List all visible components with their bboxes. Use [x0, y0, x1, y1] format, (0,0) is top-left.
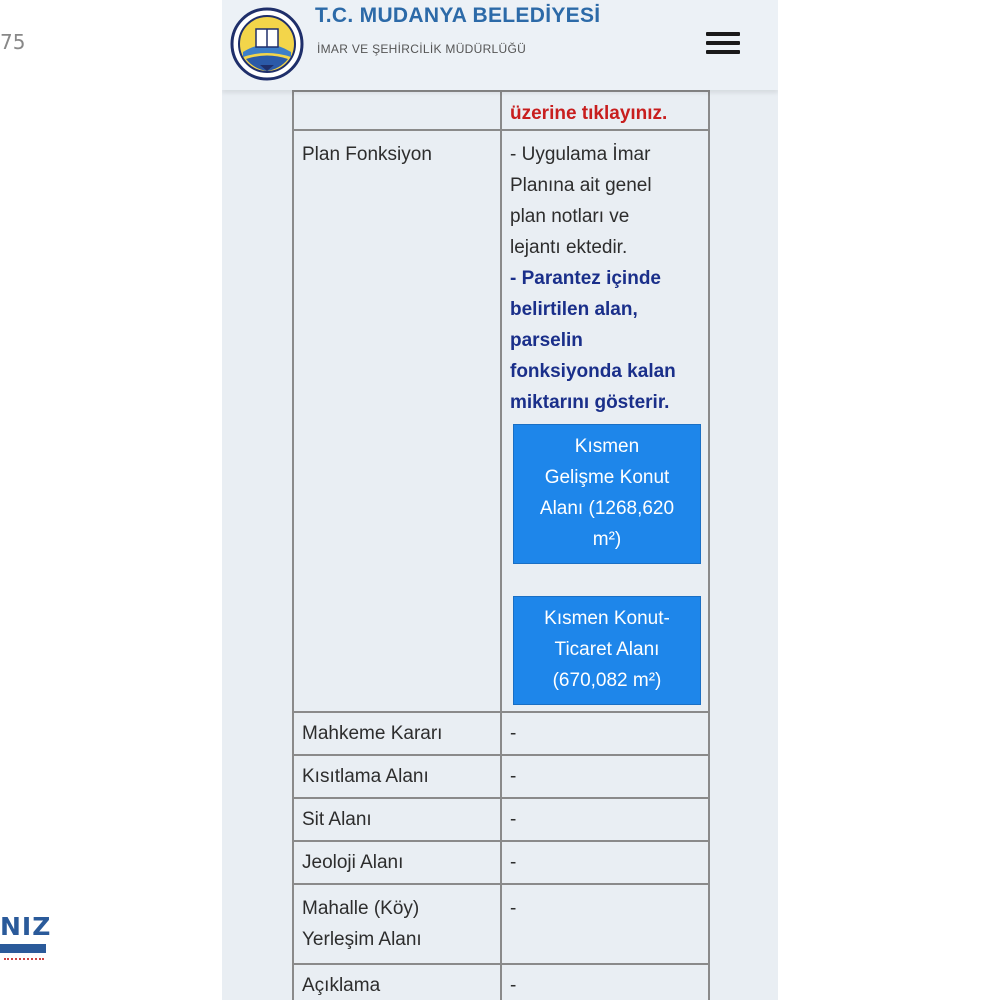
side-logo-bar: [0, 944, 46, 953]
note-line: belirtilen alan,: [510, 299, 638, 320]
row-value: -: [501, 884, 709, 964]
note-line: Planına ait genel: [510, 175, 652, 196]
table-row: [293, 884, 709, 964]
table-cell: [501, 91, 709, 130]
plan-note-general: [510, 139, 700, 263]
table-row: [293, 712, 709, 755]
button-line: Gelişme Konut: [544, 467, 670, 488]
row-label: Kısıtlama Alanı: [293, 755, 501, 798]
button-line: (670,082 m²): [552, 670, 662, 691]
menu-line: [706, 50, 740, 54]
label-line: Yerleşim Alanı: [302, 929, 422, 950]
button-line: m²): [592, 529, 622, 550]
row-label: Mahkeme Kararı: [293, 712, 501, 755]
table-row: [293, 755, 709, 798]
row-value: -: [501, 712, 709, 755]
note-line: - Parantez içinde: [510, 268, 661, 289]
row-label: Sit Alanı: [293, 798, 501, 841]
note-line: - Uygulama İmar: [510, 144, 651, 165]
municipality-emblem-icon[interactable]: [230, 7, 304, 81]
note-line: parselin: [510, 330, 583, 351]
plan-note-area: [510, 263, 700, 418]
table-row: [293, 91, 709, 130]
menu-line: [706, 32, 740, 36]
menu-line: [706, 41, 740, 45]
table-row: [293, 964, 709, 1000]
function-button-konut-ticaret[interactable]: [513, 596, 701, 705]
row-value: -: [501, 841, 709, 884]
row-value: -: [501, 798, 709, 841]
row-value: -: [501, 755, 709, 798]
table-row-plan-fonksiyon: [293, 130, 709, 712]
button-line: Kısmen: [574, 436, 640, 457]
note-line: lejantı ektedir.: [510, 237, 628, 258]
row-label: [293, 884, 501, 964]
side-logo-text: NIZ: [0, 912, 52, 941]
button-line: Ticaret Alanı: [554, 639, 660, 660]
note-line: plan notları ve: [510, 206, 630, 227]
row-value-plan-fonksiyon: [501, 130, 709, 712]
row-label: Açıklama: [293, 964, 501, 1000]
click-here-link[interactable]: üzerine tıklayınız.: [510, 103, 668, 124]
hamburger-menu-icon[interactable]: [706, 32, 742, 58]
phone-screen: [222, 0, 778, 1000]
parcel-info-table: [292, 90, 710, 1000]
side-logo-dots: [4, 958, 44, 963]
side-logo-fragment: [0, 912, 52, 968]
button-line: Alanı (1268,620: [539, 498, 675, 519]
row-label: Jeoloji Alanı: [293, 841, 501, 884]
note-line: fonksiyonda kalan: [510, 361, 676, 382]
site-subtitle: İMAR VE ŞEHİRCİLİK MÜDÜRLÜĞÜ: [317, 42, 527, 56]
note-line: miktarını gösterir.: [510, 392, 670, 413]
function-button-gelisme-konut[interactable]: [513, 424, 701, 564]
table-row: [293, 798, 709, 841]
table-row: [293, 841, 709, 884]
row-label-plan-fonksiyon: Plan Fonksiyon: [293, 130, 501, 712]
button-line: Kısmen Konut-: [544, 608, 670, 629]
label-line: Mahalle (Köy): [302, 898, 420, 919]
table-cell-empty: [293, 91, 501, 130]
site-title: T.C. MUDANYA BELEDİYESİ: [315, 4, 601, 27]
parcel-info-table-wrapper: [292, 90, 708, 996]
site-header: [222, 0, 778, 90]
row-value: -: [501, 964, 709, 1000]
side-number-fragment: 75: [0, 30, 26, 54]
